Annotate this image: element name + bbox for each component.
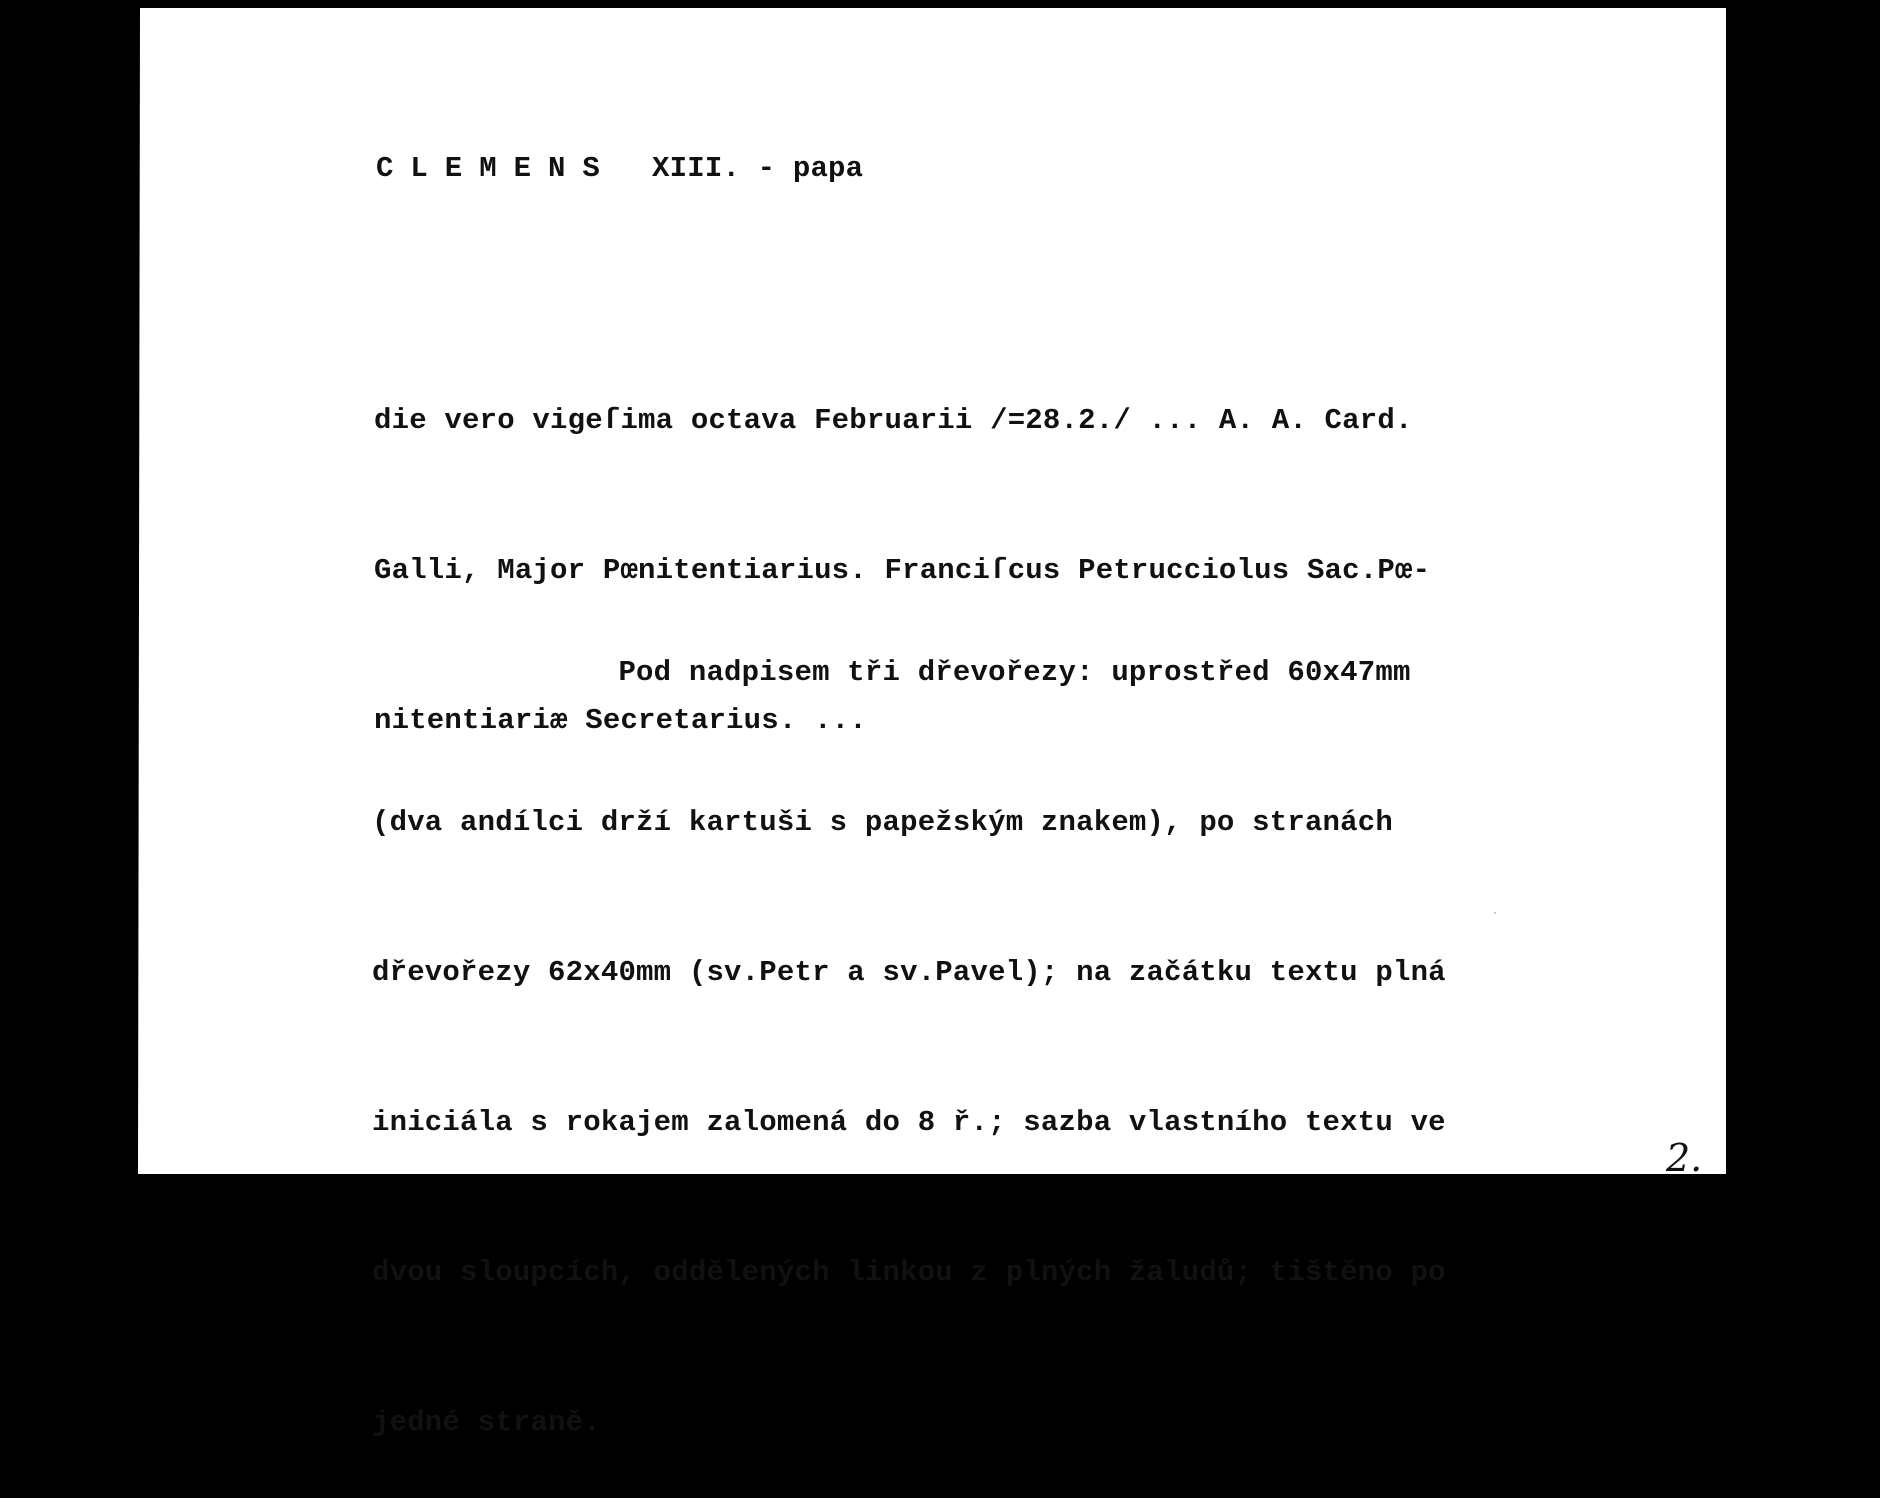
- text-line: (dva andílci drží kartuši s papežským znakem), po stranách: [372, 806, 1393, 839]
- text-line: iniciála s rokajem zalomená do 8 ř.; sazba vlastního textu ve: [372, 1106, 1446, 1139]
- card-heading: [376, 144, 863, 194]
- paper-speck: [1494, 912, 1496, 914]
- text-line: die vero vigeſima octava Februarii /=28.2./ ... A. A. Card.: [374, 404, 1413, 437]
- heading-rest: XIII. - papa: [616, 152, 864, 185]
- text-line: dvou sloupcích, oddělených linkou z plných žaludů; tištěno po: [372, 1256, 1446, 1289]
- czech-description: [372, 548, 1446, 1498]
- text-line: jedné straně.: [372, 1406, 601, 1439]
- handwritten-page-number: 2.: [1666, 1136, 1703, 1180]
- text-line: Pod nadpisem tři dřevořezy: uprostřed 60x47mm: [372, 656, 1411, 689]
- heading-name: CLEMENS: [376, 152, 617, 185]
- text-line: dřevořezy 62x40mm (sv.Petr a sv.Pavel); na začátku textu plná: [372, 956, 1446, 989]
- text-line: nitentiariæ Secretarius. ...: [374, 704, 867, 737]
- text-line: Galli, Major Pœnitentiarius. Franciſcus Petrucciolus Sac.Pœ-: [374, 554, 1431, 587]
